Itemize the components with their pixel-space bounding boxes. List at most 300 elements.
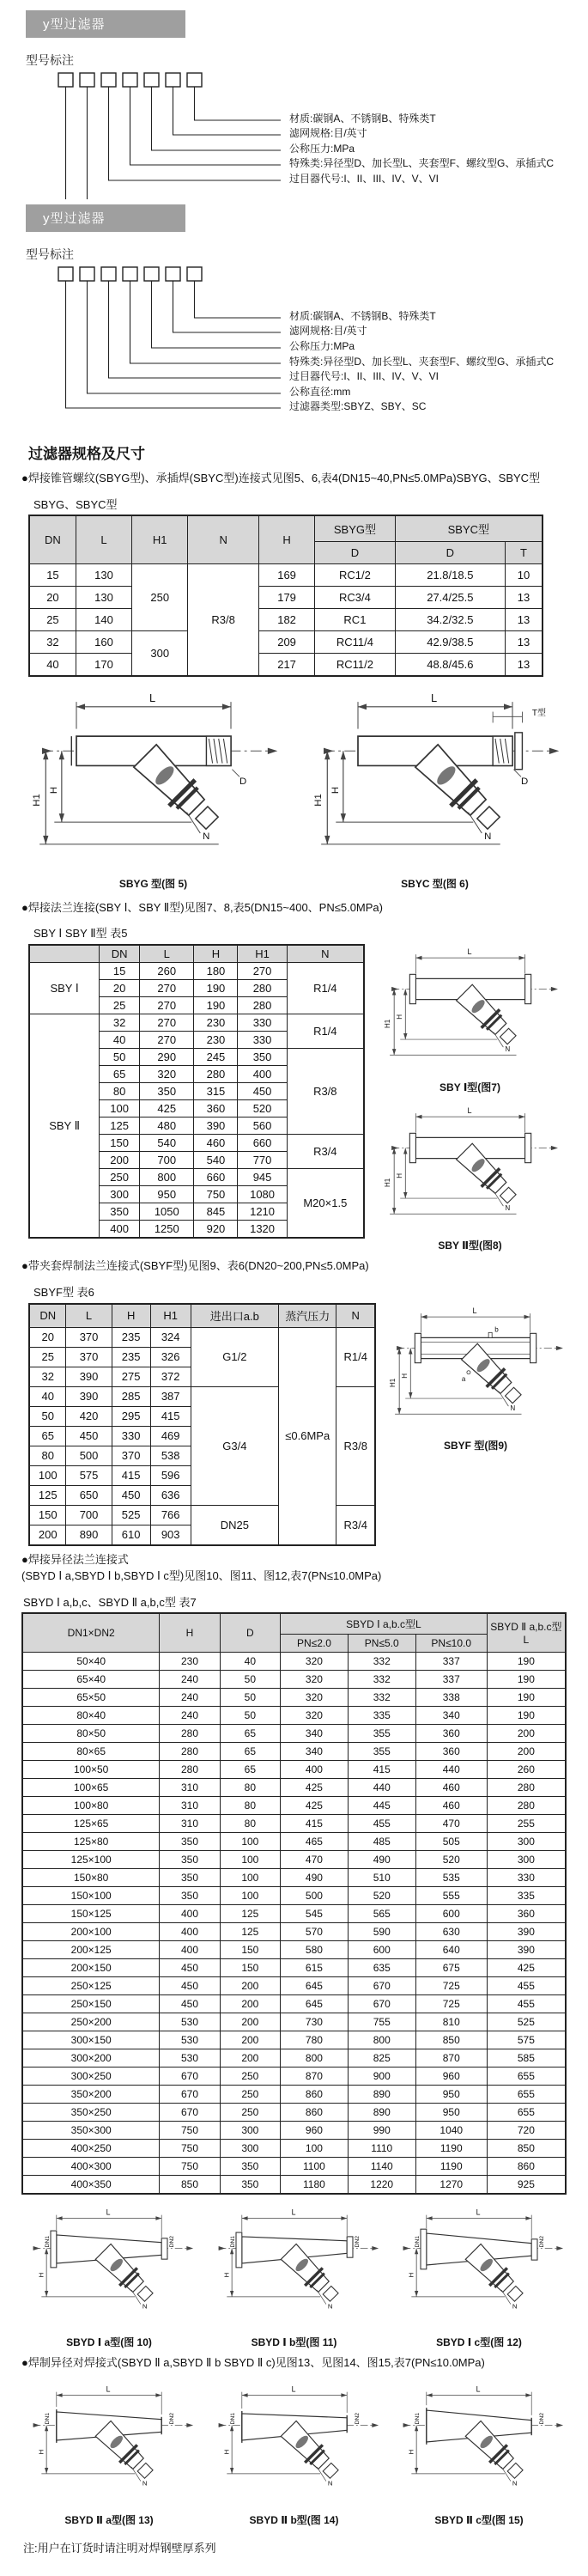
table-row (22, 1958, 566, 1976)
table-row (22, 2013, 566, 2031)
table-row (29, 563, 543, 586)
diagram-label-pressure: 公称压力:MPa (289, 143, 355, 155)
table-row (29, 586, 543, 608)
table-header-cell: L (76, 515, 131, 564)
table-header-cell: DN (29, 1304, 66, 1328)
table-cell: 860 (487, 2157, 566, 2175)
table-cell: 50 (220, 1670, 280, 1688)
model-code-diagram-2 (21, 266, 567, 424)
table-cell: 585 (487, 2049, 566, 2067)
table-cell: 80×40 (22, 1706, 160, 1724)
y-strainer-drawing (207, 2205, 382, 2335)
svg-text:N: N (327, 2302, 332, 2311)
svg-text:H: H (407, 2449, 415, 2455)
table-cell: 190 (487, 1706, 566, 1724)
model-notation-heading: 型号标注 (26, 247, 74, 261)
table-cell: 390 (194, 1117, 238, 1135)
table-cell: 440 (348, 1778, 415, 1796)
sbyf-table-and-figure (21, 1303, 567, 1546)
table-row (22, 1613, 566, 1635)
table-cell: 755 (348, 2013, 415, 2031)
table-cell: R3/8 (188, 563, 259, 676)
table-cell: 270 (140, 1032, 194, 1049)
table-cell: 425 (487, 1958, 566, 1976)
table-cell: 675 (415, 1958, 487, 1976)
table-row (22, 2121, 566, 2139)
table-cell: 425 (281, 1778, 349, 1796)
svg-text:D: D (239, 776, 246, 787)
table-header-cell: 蒸汽压力 (278, 1304, 336, 1328)
table-cell: 645 (281, 1994, 349, 2013)
table-cell: 670 (348, 1994, 415, 2013)
table-cell: 300 (220, 2121, 280, 2139)
table-row (22, 1796, 566, 1814)
table-cell: 32 (29, 630, 76, 653)
table-cell: 870 (415, 2049, 487, 2067)
table-cell: 310 (160, 1796, 220, 1814)
diagram-label-mesh: 滤网规格:目/英寸 (289, 325, 367, 337)
table-cell: 20 (29, 586, 76, 608)
model-notation-heading: 型号标注 (26, 53, 74, 67)
table-cell: RC1 (315, 608, 396, 630)
table-cell: 80×65 (22, 1742, 160, 1760)
table-cell: 300 (487, 1850, 566, 1868)
svg-text:N: N (504, 1203, 510, 1212)
table-cell: 415 (112, 1465, 150, 1485)
table-cell: SBY Ⅰ (29, 963, 100, 1014)
table-cell: 350 (160, 1832, 220, 1850)
svg-text:H1: H1 (383, 1178, 391, 1187)
svg-text:H: H (330, 786, 341, 794)
table-cell: 355 (348, 1724, 415, 1742)
svg-text:DN2: DN2 (538, 2235, 545, 2248)
table-cell: M20×1.5 (287, 1169, 364, 1239)
table-row (22, 2139, 566, 2157)
figure-sby-2 (379, 1103, 561, 1252)
table-cell: 150×80 (22, 1868, 160, 1886)
figure-row-sbyg-sbyc (21, 687, 567, 891)
svg-text:L: L (430, 691, 437, 704)
table-cell: 230 (194, 1032, 238, 1049)
table-cell: 335 (348, 1706, 415, 1724)
table-cell: SBY Ⅱ (29, 1014, 100, 1239)
table-cell: 575 (487, 2031, 566, 2049)
table-cell: 520 (415, 1850, 487, 1868)
table-header-cell: D (220, 1613, 280, 1653)
table-cell: 950 (140, 1186, 194, 1203)
table-row (22, 1886, 566, 1904)
table-cell: 700 (66, 1505, 112, 1525)
table-cell: 125×80 (22, 1832, 160, 1850)
table-cell: 34.2/32.5 (395, 608, 505, 630)
figure-column-sbyf (385, 1303, 567, 1452)
table-cell: 100 (220, 1832, 280, 1850)
table-cell: 80 (220, 1814, 280, 1832)
table-cell: R3/4 (287, 1135, 364, 1169)
table-cell: 500 (281, 1886, 349, 1904)
table-cell: 150 (29, 1505, 66, 1525)
table-cell: 125 (220, 1904, 280, 1922)
table-cell: 538 (150, 1446, 191, 1465)
table-cell: 65×40 (22, 1670, 160, 1688)
table-cell: 13 (505, 608, 543, 630)
table-cell: 250 (220, 2067, 280, 2085)
table-cell: 32 (29, 1367, 66, 1386)
table-cell: 150×125 (22, 1904, 160, 1922)
svg-text:L: L (106, 2384, 111, 2394)
y-strainer-drawing (385, 1303, 567, 1437)
table-cell: 845 (194, 1203, 238, 1221)
table-cell: 469 (150, 1426, 191, 1446)
table-cell: 600 (348, 1940, 415, 1958)
table-cell: 350×300 (22, 2121, 160, 2139)
table-cell: 650 (66, 1485, 112, 1505)
svg-text:L: L (476, 2384, 481, 2394)
table-cell: 635 (348, 1958, 415, 1976)
svg-text:N: N (512, 2302, 518, 2311)
table-cell: 280 (487, 1796, 566, 1814)
table-cell: 332 (348, 1652, 415, 1670)
table-cell: 890 (348, 2085, 415, 2103)
table-cell: 320 (140, 1066, 194, 1083)
y-strainer-drawing (21, 2205, 197, 2335)
table-cell: 280 (194, 1066, 238, 1083)
table-cell: 440 (415, 1760, 487, 1778)
figure-caption: SBYD Ⅰ c型(图 12) (436, 2336, 522, 2349)
svg-text:a: a (461, 1374, 466, 1383)
table-cell: 360 (415, 1724, 487, 1742)
table-cell: 125 (220, 1922, 280, 1940)
table-cell: 50 (100, 1049, 140, 1066)
table-cell: 636 (150, 1485, 191, 1505)
svg-text:L: L (466, 947, 472, 957)
table-cell: 40 (100, 1032, 140, 1049)
table-cell: 50 (220, 1706, 280, 1724)
table-cell: 250 (220, 2103, 280, 2121)
table-cell: RC11/4 (315, 630, 396, 653)
table-row (29, 945, 364, 963)
table-cell: 670 (160, 2103, 220, 2121)
table-cell: 235 (112, 1347, 150, 1367)
table-cell: 750 (160, 2157, 220, 2175)
table-cell: 903 (150, 1525, 191, 1545)
table-cell: 360 (487, 1904, 566, 1922)
table-cell: 200×125 (22, 1940, 160, 1958)
table-cell: 100×65 (22, 1778, 160, 1796)
table-cell: DN25 (191, 1505, 278, 1545)
table-cell: 400 (160, 1904, 220, 1922)
svg-text:T型: T型 (531, 708, 546, 718)
svg-text:L: L (106, 2208, 111, 2217)
table-cell: 100 (220, 1886, 280, 1904)
table-header-cell: H (112, 1304, 150, 1328)
table-cell: 535 (415, 1868, 487, 1886)
table-header-cell (29, 945, 100, 963)
table-cell: 200 (100, 1152, 140, 1169)
table-cell: 850 (160, 2175, 220, 2194)
table-cell: 860 (281, 2085, 349, 2103)
table-cell: 20 (29, 1327, 66, 1347)
table-cell: 80 (220, 1778, 280, 1796)
table-cell: 460 (415, 1778, 487, 1796)
figure-sbyd-2c (391, 2382, 567, 2527)
y-strainer-drawing (21, 2382, 197, 2512)
table-cell: 1270 (415, 2175, 487, 2194)
table-cell: 337 (415, 1670, 487, 1688)
table4-label: SBYG、SBYC型 (33, 497, 118, 511)
table-cell: 130 (76, 563, 131, 586)
table-cell: 315 (194, 1083, 238, 1100)
table-cell: 80 (220, 1796, 280, 1814)
table-cell: 320 (281, 1706, 349, 1724)
table-row (22, 1652, 566, 1670)
table-cell: 600 (415, 1904, 487, 1922)
table-cell: 355 (348, 1742, 415, 1760)
table-cell: 25 (29, 608, 76, 630)
svg-text:L: L (291, 2208, 295, 2217)
table-cell: 310 (160, 1778, 220, 1796)
table-cell: 150×100 (22, 1886, 160, 1904)
table-cell: 340 (281, 1724, 349, 1742)
table-cell: 300 (132, 630, 188, 676)
svg-text:H: H (401, 1373, 409, 1379)
bullet-sbyd-line1: ●焊接异径法兰连接式 (21, 1552, 129, 1566)
table-cell: 525 (487, 2013, 566, 2031)
table-cell: 230 (194, 1014, 238, 1032)
specs-section-heading: 过滤器规格及尺寸 (28, 446, 145, 462)
table-cell: 960 (415, 2067, 487, 2085)
table-cell: 530 (160, 2013, 220, 2031)
table-cell: 890 (66, 1525, 112, 1545)
table-cell: 340 (281, 1742, 349, 1760)
table-cell: 370 (112, 1446, 150, 1465)
table-row (22, 1742, 566, 1760)
bullet-sbyg-sbyc: ●焊接锥管螺纹(SBYG型)、承插焊(SBYC型)连接式见图5、6,表4(DN15~40,PN≤5.0MPa)SBYG、SBYC型 (21, 472, 541, 484)
table-cell: 460 (415, 1796, 487, 1814)
table-cell: 125×65 (22, 1814, 160, 1832)
table5-label: SBY Ⅰ SBY Ⅱ型 表5 (33, 927, 128, 941)
table-cell: 555 (415, 1886, 487, 1904)
table-cell: 425 (281, 1796, 349, 1814)
section-banner: y型过滤器 (26, 10, 185, 38)
svg-text:H: H (395, 1014, 403, 1020)
svg-text:L: L (466, 1105, 472, 1115)
table-cell: 450 (160, 1994, 220, 2013)
diagram-label-filter-type: 过滤器类型:SBYZ、SBY、SC (289, 400, 427, 412)
table-row (29, 653, 543, 676)
table-cell: 32 (100, 1014, 140, 1032)
sbyg-sbyc-dimensions-table (28, 515, 543, 677)
table-cell: 340 (415, 1706, 487, 1724)
table-cell: 80×50 (22, 1724, 160, 1742)
table-cell: 13 (505, 586, 543, 608)
table-cell: 235 (112, 1327, 150, 1347)
table-cell: 750 (194, 1186, 238, 1203)
table-cell: 250×125 (22, 1976, 160, 1994)
svg-text:H: H (37, 2449, 45, 2455)
table-cell: 415 (348, 1760, 415, 1778)
table-cell: 200 (220, 2013, 280, 2031)
table-cell: 190 (487, 1688, 566, 1706)
table-cell: 280 (160, 1760, 220, 1778)
diagram-label-screen-code: 过目器代号:I、II、III、IV、V、VI (289, 173, 439, 185)
table-cell: 217 (258, 653, 314, 676)
table-cell: 15 (100, 963, 140, 980)
table-cell: 370 (66, 1347, 112, 1367)
table-row (22, 2067, 566, 2085)
table-cell: 900 (348, 2067, 415, 2085)
table-header-cell: D (395, 541, 505, 563)
table-cell: 290 (140, 1049, 194, 1066)
table-cell: 260 (487, 1760, 566, 1778)
table-cell: 330 (238, 1014, 287, 1032)
table-cell: 280 (160, 1742, 220, 1760)
table-cell: R3/8 (336, 1386, 375, 1505)
figure-caption: SBYC 型(图 6) (401, 877, 469, 890)
table-cell: 390 (487, 1922, 566, 1940)
figure-caption: SBYF 型(图9) (443, 1440, 507, 1452)
svg-text:H: H (407, 2272, 415, 2278)
table-cell: R1/4 (287, 963, 364, 1014)
svg-text:L: L (472, 1306, 477, 1315)
table-cell: 65 (220, 1724, 280, 1742)
table-cell: 320 (281, 1688, 349, 1706)
table-cell: 200×100 (22, 1922, 160, 1940)
figure-sbyc (306, 687, 564, 891)
table-cell: 455 (348, 1814, 415, 1832)
table-cell: 766 (150, 1505, 191, 1525)
table-cell: 655 (487, 2067, 566, 2085)
table-cell: 80 (29, 1446, 66, 1465)
svg-text:DN2: DN2 (168, 2412, 175, 2425)
table-cell: 610 (112, 1525, 150, 1545)
table-cell: 1210 (238, 1203, 287, 1221)
table-header-cell: DN (29, 515, 76, 564)
table-cell: 520 (238, 1100, 287, 1117)
svg-text:L: L (291, 2384, 295, 2394)
table-header-cell: 进出口a.b (191, 1304, 278, 1328)
table-row (22, 2085, 566, 2103)
table-header-cell: T (505, 541, 543, 563)
table-cell: 950 (415, 2085, 487, 2103)
table-cell: 40 (29, 653, 76, 676)
diagram-label-diameter: 公称直径:mm (289, 386, 351, 398)
table-cell: 100 (220, 1868, 280, 1886)
table-cell: 700 (140, 1152, 194, 1169)
svg-text:N: N (510, 1404, 516, 1412)
table-cell: 1220 (348, 2175, 415, 2194)
diagram-label-special: 特殊类:异径型D、加长型L、夹套型F、螺纹型G、承插式C (289, 356, 555, 368)
table-cell: 270 (140, 980, 194, 997)
table-cell: 596 (150, 1465, 191, 1485)
order-footnote: 注:用户在订货时请注明对焊钢壁厚系列 (23, 2541, 216, 2555)
y-strainer-drawing (391, 2382, 567, 2512)
table-cell: 750 (160, 2139, 220, 2157)
table-cell: 415 (281, 1814, 349, 1832)
table-cell: 800 (348, 2031, 415, 2049)
table-cell: 1190 (415, 2157, 487, 2175)
y-strainer-drawing (391, 2205, 567, 2335)
table-cell: 42.9/38.5 (395, 630, 505, 653)
table-cell: 350 (160, 1868, 220, 1886)
table-cell: 850 (487, 2139, 566, 2157)
table-header-cell: PN≤5.0 (348, 1634, 415, 1652)
table-row (29, 608, 543, 630)
table-header-cell: H (160, 1613, 220, 1653)
table-cell: R1/4 (336, 1327, 375, 1386)
table-cell: 1110 (348, 2139, 415, 2157)
table-cell: 100 (220, 1850, 280, 1868)
table-cell: 1100 (281, 2157, 349, 2175)
table-cell: 570 (281, 1922, 349, 1940)
table-cell: 540 (140, 1135, 194, 1152)
table-cell: 500 (66, 1446, 112, 1465)
table-cell: 470 (415, 1814, 487, 1832)
table-cell: 425 (140, 1100, 194, 1117)
table-cell: 100×50 (22, 1760, 160, 1778)
table-cell: R3/8 (287, 1049, 364, 1135)
table-cell: 400×350 (22, 2175, 160, 2194)
table-header-cell: DN1×DN2 (22, 1613, 160, 1653)
table-cell: 455 (487, 1994, 566, 2013)
table-cell: 150 (220, 1940, 280, 1958)
table-cell: 350 (220, 2157, 280, 2175)
table-cell: 660 (194, 1169, 238, 1186)
svg-text:DN1: DN1 (415, 2412, 421, 2425)
table-cell: 182 (258, 608, 314, 630)
table-cell: 150 (220, 1958, 280, 1976)
table-cell: ≤0.6MPa (278, 1327, 336, 1545)
figure-row-sbyd-2 (21, 2382, 567, 2527)
table-cell: 730 (281, 2013, 349, 2031)
table-cell: 1050 (140, 1203, 194, 1221)
table-cell: 40 (220, 1652, 280, 1670)
table-cell: 330 (112, 1426, 150, 1446)
table-cell: RC1/2 (315, 563, 396, 586)
figure-sbyf (385, 1303, 567, 1452)
table-cell: 450 (160, 1958, 220, 1976)
table-cell: 250 (100, 1169, 140, 1186)
table-cell: 337 (415, 1652, 487, 1670)
table-row (29, 515, 543, 542)
y-strainer-drawing (379, 1103, 561, 1237)
table-cell: 350 (160, 1886, 220, 1904)
table-header-cell: L (66, 1304, 112, 1328)
figure-sbyd-1b (207, 2205, 382, 2350)
table-cell: 720 (487, 2121, 566, 2139)
table-cell: 770 (238, 1152, 287, 1169)
table-header-cell: H (258, 515, 314, 564)
sby-table-and-figures (21, 944, 567, 1252)
diagram-label-special: 特殊类:异径型D、加长型L、夹套型F、螺纹型G、承插式C (289, 157, 555, 169)
table-header-cell: D (315, 541, 396, 563)
table-cell: 450 (160, 1976, 220, 1994)
table-cell: 520 (348, 1886, 415, 1904)
table-cell: 655 (487, 2103, 566, 2121)
svg-text:N: N (512, 2479, 518, 2488)
table-header-cell: H1 (150, 1304, 191, 1328)
table-cell: 48.8/45.6 (395, 653, 505, 676)
table-cell: 372 (150, 1367, 191, 1386)
table-cell: 125×100 (22, 1850, 160, 1868)
table-cell: 100×80 (22, 1796, 160, 1814)
svg-text:H1: H1 (31, 793, 42, 807)
table-row (22, 1868, 566, 1886)
table-cell: 330 (238, 1032, 287, 1049)
table-header-cell: PN≤10.0 (415, 1634, 487, 1652)
table-cell: 450 (112, 1485, 150, 1505)
table-cell: 190 (194, 997, 238, 1014)
